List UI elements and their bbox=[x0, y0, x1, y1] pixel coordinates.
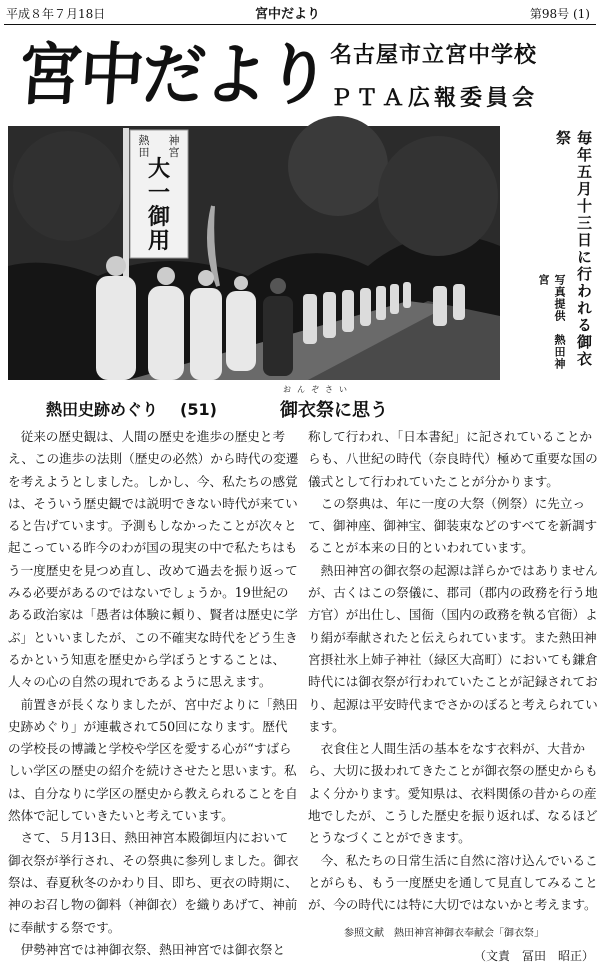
banner-large-text: 大一御用 bbox=[147, 157, 171, 254]
paragraph: 衣食住と人間生活の基本をなす衣料が、大昔から、大切に扱われてきたことが御衣祭の歴史からもよく分かります。愛知県は、衣料関係の昔からの産地でしたが、こうした歴史を振り返れば、なるほどとうなづくことができます。 bbox=[308, 741, 598, 846]
header-newsletter-name: 宮中だより bbox=[255, 7, 321, 22]
page-header bbox=[0, 0, 600, 24]
paragraph: さて、５月13日、熱田神宮本殿御垣内において御衣祭が挙行され、その祭典に参列しました。御衣祭は、春夏秋冬のかわり目、即ち、更衣の時期に、神のお召し物の御料（神御衣）を織りあげて、神前に奉献する祭です。 bbox=[8, 830, 299, 935]
paragraph: 伊勢神宮では神御衣祭、熱田神宮では御衣祭と bbox=[20, 941, 286, 957]
publisher-block bbox=[330, 38, 590, 112]
paragraph: 称して行われ、「日本書紀」に記されていることからも、八世紀の時代（奈良時代）極めて重要な国の儀式として行われていたことが分かります。 bbox=[308, 429, 598, 489]
issue-date: 平成８年７月18日 bbox=[6, 7, 106, 21]
banner-small-text: 熱田神宮 bbox=[138, 134, 180, 159]
series-title: 熱田史跡めぐり bbox=[46, 400, 159, 419]
series-heading bbox=[46, 397, 217, 420]
festival-photo bbox=[8, 126, 500, 380]
procession-illustration bbox=[8, 126, 500, 380]
paragraph: 従来の歴史観は、人間の歴史を進歩の歴史と考え、この進歩の法則（歴史の必然）から時代の変遷を考えようとしました。しかし、今、私たちの感覚は、そういう歴史観では説明できない時代が来ていると告げています。予測もしなかったことが次々と起こっている昨今のわが国の現実の中で私たちはもう一度歴史を見つめ直し、改めて過去を振り返ってみる必要があるのではないでしょうか。19世紀のある政治家は「愚者は体験に頼り、賢者は歴史に学ぶ」といいましたが、この不確実な時代をどう生きるかという知恵を歴史から学ぼうとすることは、人々の心の自然の現れであるように思えます。 bbox=[8, 429, 299, 690]
issue-number: 第98号 (1) bbox=[529, 7, 590, 21]
article-title: 御衣祭に思う bbox=[280, 400, 388, 421]
masthead-title: 宮中だより bbox=[15, 37, 331, 115]
article-column-right bbox=[308, 426, 598, 967]
paragraph: この祭典は、年に一度の大祭（例祭）に先立って、御神座、御神宝、御装束などのすべてを新調することが本来の日的といわれています。 bbox=[308, 495, 598, 556]
reference-note: 参照文献 熱田神宮神御衣奉献会「御衣祭」 bbox=[344, 927, 544, 939]
paragraph: 前置きが長くなりましたが、宮中だよりに「熱田史跡めぐり」が連載されて50回になります。歴代の学校長の博識と学校や学区を愛する心が“すばらしい学区の歴史の紹介を続けさせたと思います。私は、自分なりに学区の歴史から教えられることを自然体で記していきたいと考えています。 bbox=[8, 696, 298, 824]
paragraph: 今、私たちの日常生活に自然に溶け込んでいることがらも、もう一度歴史を通して見直してみることが、今の時代には特に大切ではないかと考えます。 bbox=[308, 852, 598, 913]
photo-credit: 写真提供 熱田神宮 bbox=[537, 274, 566, 370]
committee-name: ＰＴＡ広報委員会 bbox=[330, 86, 539, 111]
photo-caption: 毎年五月十三日に行われる御衣祭 bbox=[554, 130, 593, 368]
school-name: 名古屋市立宮中学校 bbox=[330, 43, 538, 68]
paragraph: 熱田神宮の御衣祭の起源は詳らかではありませんが、古くはこの祭儀に、郡司（郡内の政務を行う地方官）が出仕し、国衙（国内の政務を執る官衙）より絹が奉献されたと伝えられています。また熱田神宮摂社氷上姉子神社（緑区大高町）においても鎌倉時代には御衣祭が行われていたことが記録されており、起源は平安時代までさかのぼると考えられています。 bbox=[308, 562, 598, 734]
title-ruby: おんぞさい bbox=[283, 385, 353, 394]
author-signature: （文責 冨田 昭正） bbox=[473, 948, 594, 963]
article-column-left bbox=[8, 426, 300, 961]
header-rule bbox=[4, 24, 596, 25]
series-number: (51) bbox=[180, 400, 217, 419]
photo-caption-block bbox=[505, 130, 595, 380]
